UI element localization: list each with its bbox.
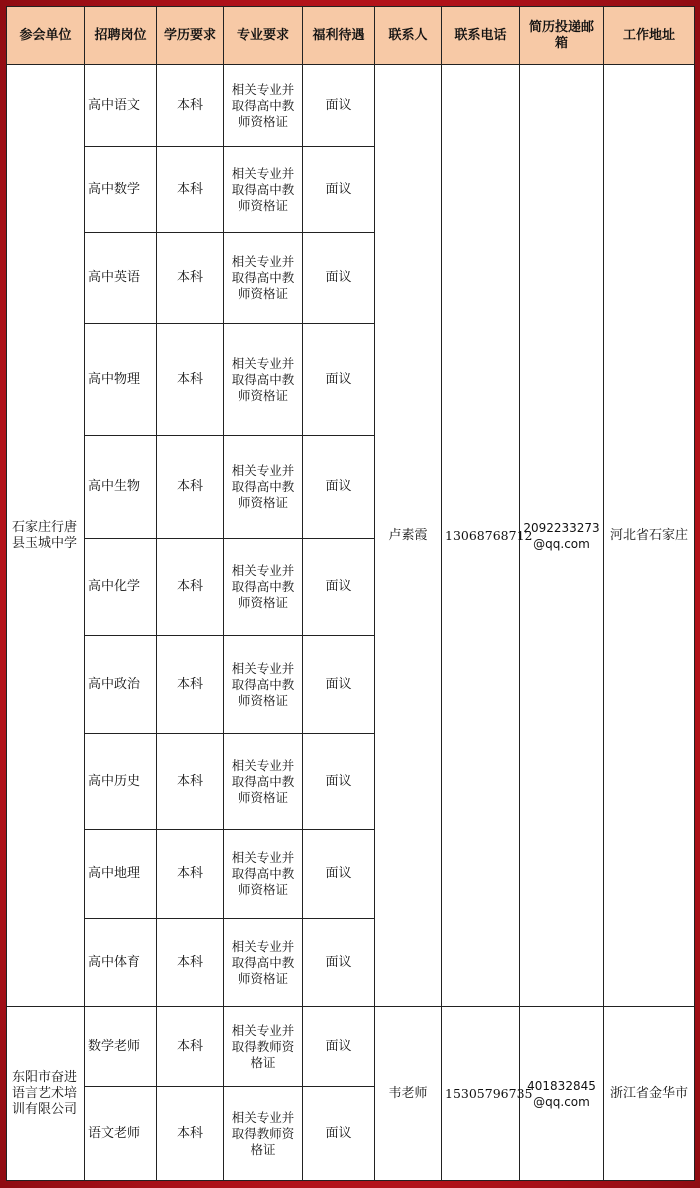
org-name-cell: 东阳市奋进语言艺术培训有限公司 — [7, 1007, 85, 1181]
position-cell: 高中生物 — [85, 436, 157, 539]
phone-cell: 13068768712 — [442, 65, 520, 1007]
benefit-cell: 面议 — [303, 1087, 375, 1181]
position-cell: 高中地理 — [85, 830, 157, 919]
position-cell: 高中语文 — [85, 65, 157, 147]
header-cell: 简历投递邮箱 — [520, 7, 604, 65]
education-cell: 本科 — [157, 539, 224, 636]
contact-cell: 卢素霞 — [375, 65, 442, 1007]
email-cell: 401832845@qq.com — [520, 1007, 604, 1181]
education-cell: 本科 — [157, 830, 224, 919]
header-cell: 专业要求 — [224, 7, 303, 65]
header-cell: 参会单位 — [7, 7, 85, 65]
major-cell: 相关专业并取得高中教师资格证 — [224, 324, 303, 436]
benefit-cell: 面议 — [303, 65, 375, 147]
position-cell: 高中化学 — [85, 539, 157, 636]
position-cell: 语文老师 — [85, 1087, 157, 1181]
contact-cell: 韦老师 — [375, 1007, 442, 1181]
phone-cell: 15305796735 — [442, 1007, 520, 1181]
major-cell: 相关专业并取得高中教师资格证 — [224, 919, 303, 1007]
benefit-cell: 面议 — [303, 919, 375, 1007]
education-cell: 本科 — [157, 1087, 224, 1181]
header-cell: 联系电话 — [442, 7, 520, 65]
major-cell: 相关专业并取得高中教师资格证 — [224, 233, 303, 324]
major-cell: 相关专业并取得高中教师资格证 — [224, 65, 303, 147]
benefit-cell: 面议 — [303, 436, 375, 539]
major-cell: 相关专业并取得高中教师资格证 — [224, 636, 303, 734]
email-cell: 2092233273@qq.com — [520, 65, 604, 1007]
benefit-cell: 面议 — [303, 830, 375, 919]
position-cell: 高中历史 — [85, 734, 157, 830]
address-cell: 浙江省金华市 — [604, 1007, 695, 1181]
table-row — [7, 65, 695, 147]
org-name-cell: 石家庄行唐县玉城中学 — [7, 65, 85, 1007]
major-cell: 相关专业并取得高中教师资格证 — [224, 147, 303, 233]
major-cell: 相关专业并取得高中教师资格证 — [224, 436, 303, 539]
header-cell: 学历要求 — [157, 7, 224, 65]
header-cell: 工作地址 — [604, 7, 695, 65]
education-cell: 本科 — [157, 324, 224, 436]
address-cell: 河北省石家庄 — [604, 65, 695, 1007]
major-cell: 相关专业并取得教师资格证 — [224, 1087, 303, 1181]
header-cell: 招聘岗位 — [85, 7, 157, 65]
benefit-cell: 面议 — [303, 734, 375, 830]
education-cell: 本科 — [157, 636, 224, 734]
header-cell: 联系人 — [375, 7, 442, 65]
education-cell: 本科 — [157, 65, 224, 147]
header-cell: 福利待遇 — [303, 7, 375, 65]
major-cell: 相关专业并取得高中教师资格证 — [224, 539, 303, 636]
recruitment-table — [6, 6, 695, 1181]
header-row — [7, 7, 695, 65]
position-cell: 高中物理 — [85, 324, 157, 436]
position-cell: 数学老师 — [85, 1007, 157, 1087]
benefit-cell: 面议 — [303, 636, 375, 734]
major-cell: 相关专业并取得高中教师资格证 — [224, 734, 303, 830]
table-row — [7, 1007, 695, 1087]
education-cell: 本科 — [157, 919, 224, 1007]
benefit-cell: 面议 — [303, 539, 375, 636]
position-cell: 高中英语 — [85, 233, 157, 324]
education-cell: 本科 — [157, 436, 224, 539]
benefit-cell: 面议 — [303, 324, 375, 436]
education-cell: 本科 — [157, 147, 224, 233]
major-cell: 相关专业并取得高中教师资格证 — [224, 830, 303, 919]
benefit-cell: 面议 — [303, 233, 375, 324]
position-cell: 高中体育 — [85, 919, 157, 1007]
education-cell: 本科 — [157, 734, 224, 830]
education-cell: 本科 — [157, 1007, 224, 1087]
major-cell: 相关专业并取得教师资格证 — [224, 1007, 303, 1087]
benefit-cell: 面议 — [303, 1007, 375, 1087]
benefit-cell: 面议 — [303, 147, 375, 233]
position-cell: 高中数学 — [85, 147, 157, 233]
education-cell: 本科 — [157, 233, 224, 324]
position-cell: 高中政治 — [85, 636, 157, 734]
